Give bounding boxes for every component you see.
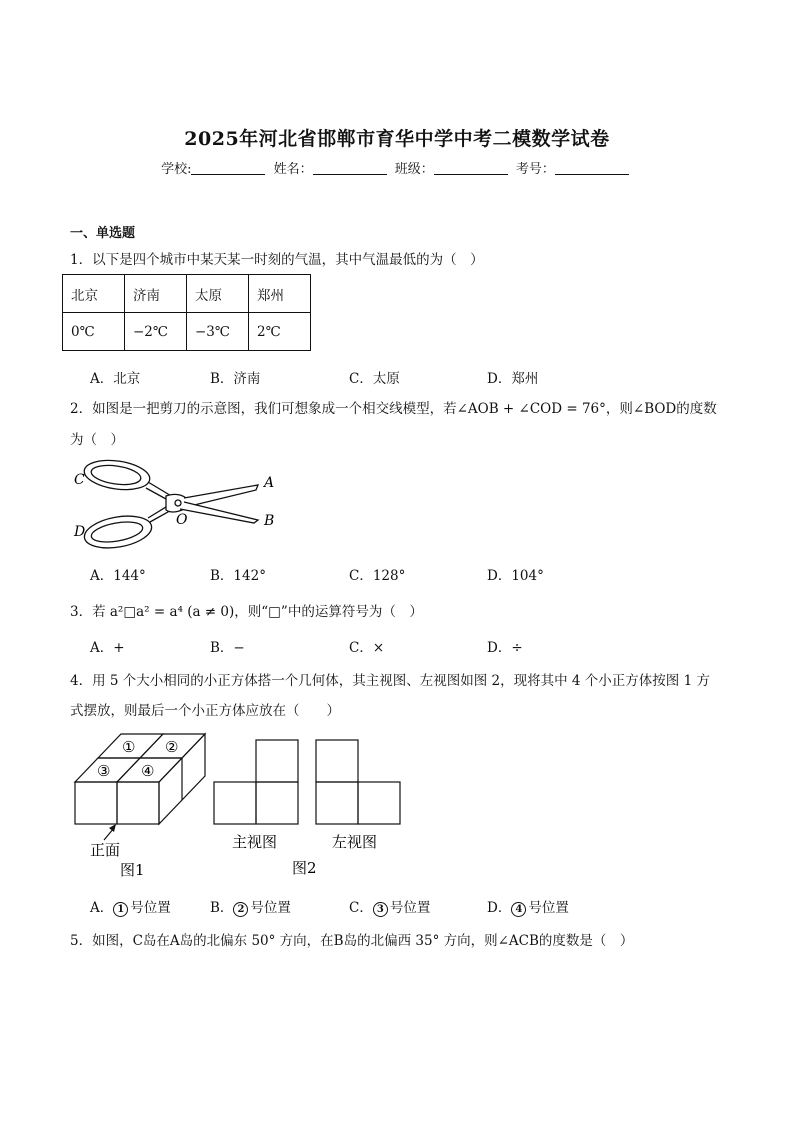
q2-option-c[interactable]: C．128°: [349, 568, 406, 584]
scissors-figure: [70, 452, 290, 554]
option-letter: C．: [349, 900, 373, 916]
option-text: 号位置: [389, 900, 431, 916]
q3-option-b[interactable]: B．−: [210, 640, 245, 656]
label-c: C: [74, 472, 85, 488]
q1-option-d[interactable]: D．郑州: [487, 371, 539, 387]
left-view-squares: [316, 740, 400, 824]
option-text: 号位置: [528, 900, 569, 916]
q2-stem-line2: 为（ ）: [70, 432, 124, 448]
school-label: 学校:: [161, 162, 192, 177]
option-text: 号位置: [130, 900, 171, 916]
pos-4: ④: [141, 762, 155, 780]
main-view-label: 主视图: [232, 833, 278, 851]
class-blank[interactable]: [434, 161, 508, 175]
q1-temperature-table: [62, 274, 311, 351]
table-header-cell: 太原: [187, 275, 249, 313]
pos-1: ①: [122, 738, 136, 756]
cube-figures: [70, 728, 410, 878]
q5-stem: 5．如图，C岛在A岛的北偏东 50° 方向，在B岛的北偏西 35° 方向，则∠ACB的度数是（ ）: [70, 933, 634, 949]
q4-stem-line2: 式摆放，则最后一个小正方体应放在（ ）: [70, 703, 340, 719]
table-value-cell: −3℃: [187, 313, 249, 351]
label-o: O: [176, 512, 188, 528]
q4-option-a[interactable]: [90, 896, 171, 917]
circled-number: 2: [233, 902, 248, 917]
student-info-line: [0, 158, 794, 177]
section-heading: 一、单选题: [70, 226, 136, 241]
q2-option-d[interactable]: D．104°: [487, 568, 544, 584]
pos-2: ②: [165, 738, 179, 756]
number-blank[interactable]: [555, 161, 629, 175]
table-value-cell: 2℃: [249, 313, 311, 351]
q4-option-d[interactable]: [487, 896, 569, 917]
table-header-cell: 济南: [125, 275, 187, 313]
front-arrow-icon: [104, 824, 116, 840]
option-letter: A．: [90, 900, 114, 916]
option-letter: B．: [210, 900, 234, 916]
circled-number: 1: [113, 902, 128, 917]
figure1-cubes: [75, 734, 205, 824]
q3-option-a[interactable]: A．+: [90, 640, 125, 656]
q2-stem-line1: 2．如图是一把剪刀的示意图，我们可想象成一个相交线模型，若∠AOB + ∠COD = 76°，则∠BOD的度数: [70, 401, 717, 417]
label-b: B: [264, 513, 275, 529]
front-label: 正面: [90, 841, 121, 859]
q3-option-d[interactable]: D．÷: [487, 640, 523, 656]
fig2-caption: 图2: [292, 859, 317, 877]
page-title: 2025年河北省邯郸市育华中学中考二模数学试卷: [184, 128, 610, 150]
circled-number: 4: [511, 902, 526, 917]
q4-option-c[interactable]: [349, 896, 430, 917]
q1-option-b[interactable]: B．济南: [210, 371, 261, 387]
class-label: 班级：: [394, 162, 434, 177]
number-label: 考号：: [515, 162, 555, 177]
table-value-cell: −2℃: [125, 313, 187, 351]
table-header-cell: 北京: [63, 275, 125, 313]
name-label: 姓名：: [273, 162, 313, 177]
q4-stem-line1: 4．用 5 个大小相同的小正方体搭一个几何体，其主视图、左视图如图 2，现将其中 4 个小正方体按图 1 方: [70, 673, 710, 689]
q1-option-a[interactable]: A．北京: [90, 371, 141, 387]
table-header-cell: 郑州: [249, 275, 311, 313]
q3-stem: 3．若 a²□a² = a⁴ (a ≠ 0)，则“□”中的运算符号为（ ）: [70, 604, 423, 620]
fig1-caption: 图1: [120, 861, 145, 878]
label-d: D: [74, 524, 86, 540]
q2-option-b[interactable]: B．142°: [210, 568, 266, 584]
label-a: A: [264, 475, 275, 491]
q1-stem: 1．以下是四个城市中某天某一时刻的气温，其中气温最低的为（ ）: [70, 252, 484, 268]
left-view-label: 左视图: [332, 833, 378, 851]
table-value-cell: 0℃: [63, 313, 125, 351]
main-view-squares: [214, 740, 298, 824]
q1-option-c[interactable]: C．太原: [349, 371, 400, 387]
pos-3: ③: [97, 762, 111, 780]
q4-option-b[interactable]: [210, 896, 291, 917]
q2-option-a[interactable]: A．144°: [90, 568, 146, 584]
option-letter: D．: [487, 900, 512, 916]
school-blank[interactable]: [191, 161, 265, 175]
q3-option-c[interactable]: C．×: [349, 640, 385, 656]
circled-number: 3: [373, 902, 388, 917]
option-text: 号位置: [250, 900, 291, 916]
name-blank[interactable]: [313, 161, 387, 175]
